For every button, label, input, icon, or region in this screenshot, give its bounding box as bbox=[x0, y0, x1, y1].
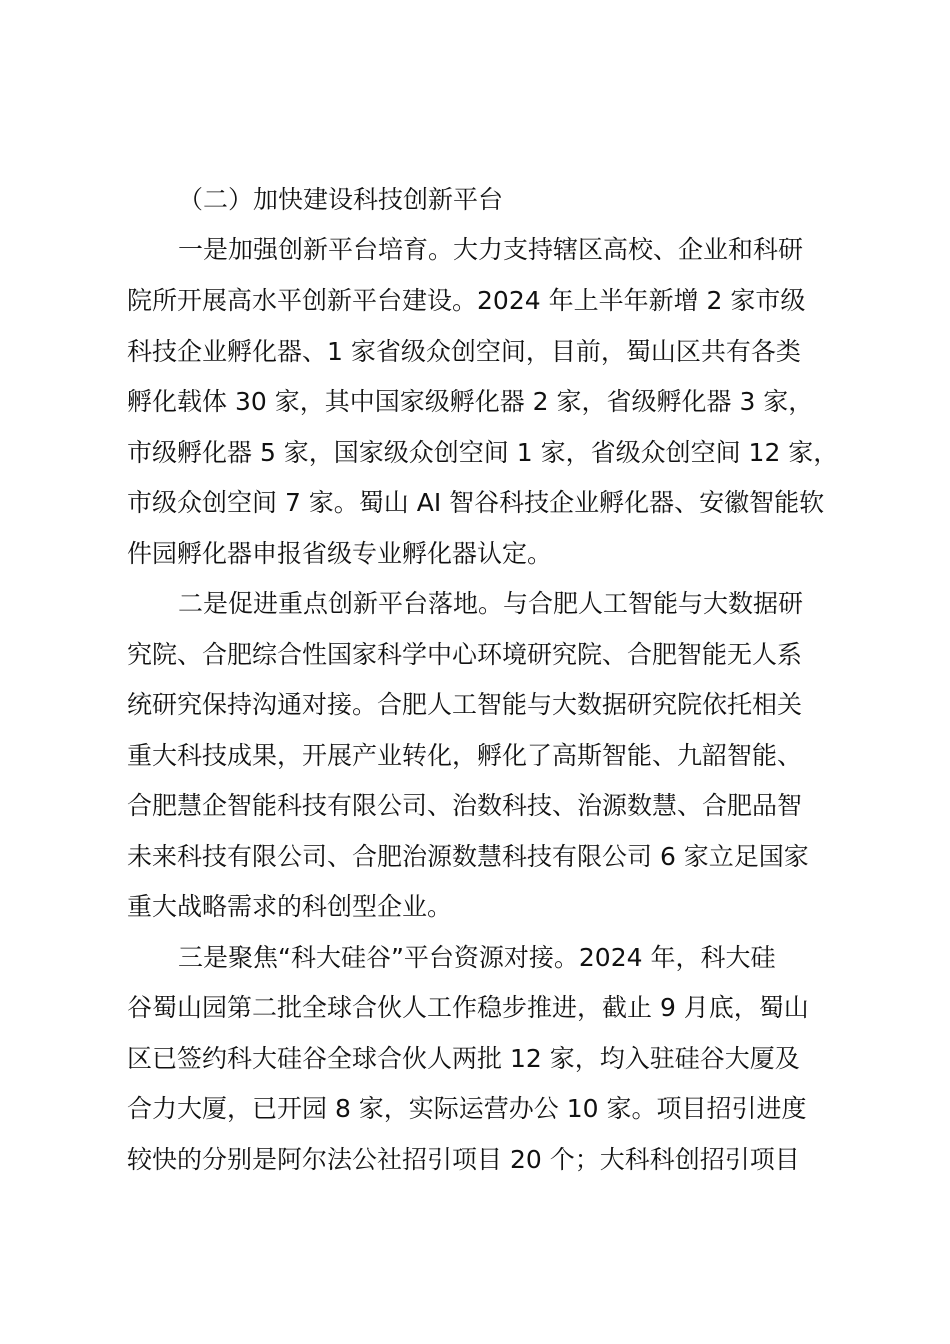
paragraph-3-line-1: 三是聚焦“科大硅谷”平台资源对接。2024 年，科大硅 bbox=[178, 943, 776, 972]
paragraph-1-line-6: 市级众创空间 7 家。蜀山 AI 智谷科技企业孵化器、安徽智能软 bbox=[127, 488, 825, 517]
paragraph-1-line-3: 科技企业孵化器、1 家省级众创空间，目前，蜀山区共有各类 bbox=[127, 337, 801, 366]
paragraph-2-line-7: 重大战略需求的科创型企业。 bbox=[127, 892, 453, 921]
paragraph-2-line-4: 重大科技成果，开展产业转化，孵化了高斯智能、九韶智能、 bbox=[127, 741, 803, 770]
paragraph-1-line-2: 院所开展高水平创新平台建设。2024 年上半年新增 2 家市级 bbox=[127, 286, 806, 315]
paragraph-3-line-5: 较快的分别是阿尔法公社招引项目 20 个；大科科创招引项目 bbox=[127, 1145, 800, 1174]
paragraph-3-line-4: 合力大厦，已开园 8 家，实际运营办公 10 家。项目招引进度 bbox=[127, 1094, 807, 1123]
paragraph-1-line-1: 一是加强创新平台培育。大力支持辖区高校、企业和科研 bbox=[178, 235, 804, 264]
paragraph-1-line-4: 孵化载体 30 家，其中国家级孵化器 2 家，省级孵化器 3 家， bbox=[127, 387, 814, 416]
paragraph-3-line-3: 区已签约科大硅谷全球合伙人两批 12 家，均入驻硅谷大厦及 bbox=[127, 1044, 800, 1073]
paragraph-2-line-1: 二是促进重点创新平台落地。与合肥人工智能与大数据研 bbox=[178, 589, 804, 618]
section-heading: （二）加快建设科技创新平台 bbox=[178, 185, 504, 214]
paragraph-1-line-5: 市级孵化器 5 家，国家级众创空间 1 家，省级众创空间 12 家， bbox=[127, 438, 839, 467]
paragraph-1-line-7: 件园孵化器申报省级专业孵化器认定。 bbox=[127, 539, 553, 568]
paragraph-2-line-3: 统研究保持沟通对接。合肥人工智能与大数据研究院依托相关 bbox=[127, 690, 803, 719]
paragraph-2-line-2: 究院、合肥综合性国家科学中心环境研究院、合肥智能无人系 bbox=[127, 640, 803, 669]
paragraph-2-line-5: 合肥慧企智能科技有限公司、治数科技、治源数慧、合肥品智 bbox=[127, 791, 803, 820]
paragraph-2-line-6: 未来科技有限公司、合肥治源数慧科技有限公司 6 家立足国家 bbox=[127, 842, 809, 871]
paragraph-3-line-2: 谷蜀山园第二批全球合伙人工作稳步推进，截止 9 月底，蜀山 bbox=[127, 993, 809, 1022]
